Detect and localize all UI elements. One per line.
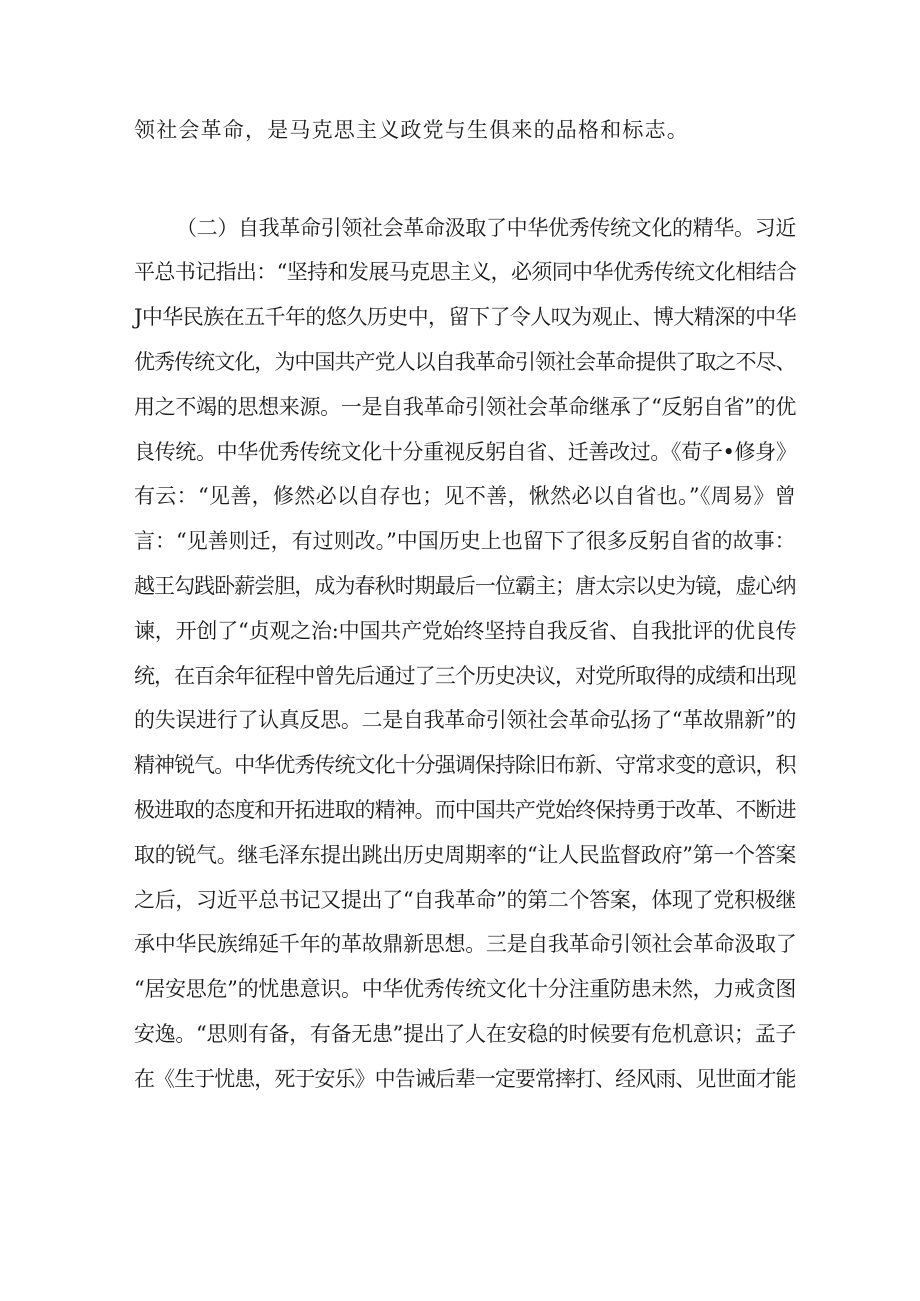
paragraph-line-8: 有云：“见善，修然必以自存也；见不善，愀然必以自省也。”《周易》曾 <box>134 484 797 508</box>
paragraph-line-12: 统，在百余年征程中曾先后通过了三个历史决议，对党所取得的成绩和出现 <box>134 664 796 688</box>
paragraph-line-17: 之后，习近平总书记又提出了“自我革命”的第二个答案，体现了党积极继 <box>134 888 797 912</box>
paragraph-line-2: （二）自我革命引领社会革命汲取了中华优秀传统文化的精华。习近 <box>176 216 796 240</box>
paragraph-line-1: 领社会革命，是马克思主义政党与生俱来的品格和标志。 <box>134 118 689 142</box>
paragraph-line-4: J中华民族在五千年的悠久历史中，留下了令人叹为观止、博大精深的中华 <box>134 305 797 329</box>
paragraph-line-10: 越王勾践卧薪尝胆，成为春秋时期最后一位霸主；唐太宗以史为镜，虚心纳 <box>134 574 796 598</box>
paragraph-line-13: 的失误进行了认真反思。二是自我革命引领社会革命弘扬了“革故鼎新”的 <box>134 708 797 732</box>
paragraph-line-15: 极进取的态度和开拓进取的精神。而中国共产党始终保持勇于改革、不断进 <box>134 798 796 822</box>
paragraph-line-18: 承中华民族绵延千年的革故鼎新思想。三是自我革命引领社会革命汲取了 <box>134 932 797 956</box>
paragraph-line-11: 谏，开创了“贞观之治:中国共产党始终坚持自我反省、自我批评的优良传 <box>134 619 797 643</box>
paragraph-line-5: 优秀传统文化，为中国共产党人以自我革命引领社会革命提供了取之不尽、 <box>134 350 796 374</box>
paragraph-line-3: 平总书记指出：“坚持和发展马克思主义，必须同中华优秀传统文化相结合 <box>134 260 797 284</box>
paragraph-line-7: 良传统。中华优秀传统文化十分重视反躬自省、迁善改过。《荀子•修身》 <box>134 440 797 464</box>
paragraph-line-20: 安逸。“思则有备，有备无患”提出了人在安稳的时候要有危机意识；孟子 <box>134 1022 797 1046</box>
paragraph-line-19: “居安思危”的忧患意识。中华优秀传统文化十分注重防患未然，力戒贪图 <box>134 977 797 1001</box>
paragraph-line-6: 用之不竭的思想来源。一是自我革命引领社会革命继承了“反躬自省”的优 <box>134 395 797 419</box>
paragraph-line-21: 在《生于忧患，死于安乐》中告诫后辈一定要常摔打、经风雨、见世面才能 <box>134 1067 796 1091</box>
paragraph-line-14: 精神锐气。中华优秀传统文化十分强调保持除旧布新、守常求变的意识，积 <box>134 753 796 777</box>
paragraph-line-9: 言：“见善则迁，有过则改。”中国历史上也留下了很多反躬自省的故事： <box>134 529 796 553</box>
paragraph-line-16: 取的锐气。继毛泽东提出跳出历史周期率的“让人民监督政府”第一个答案 <box>134 843 797 867</box>
